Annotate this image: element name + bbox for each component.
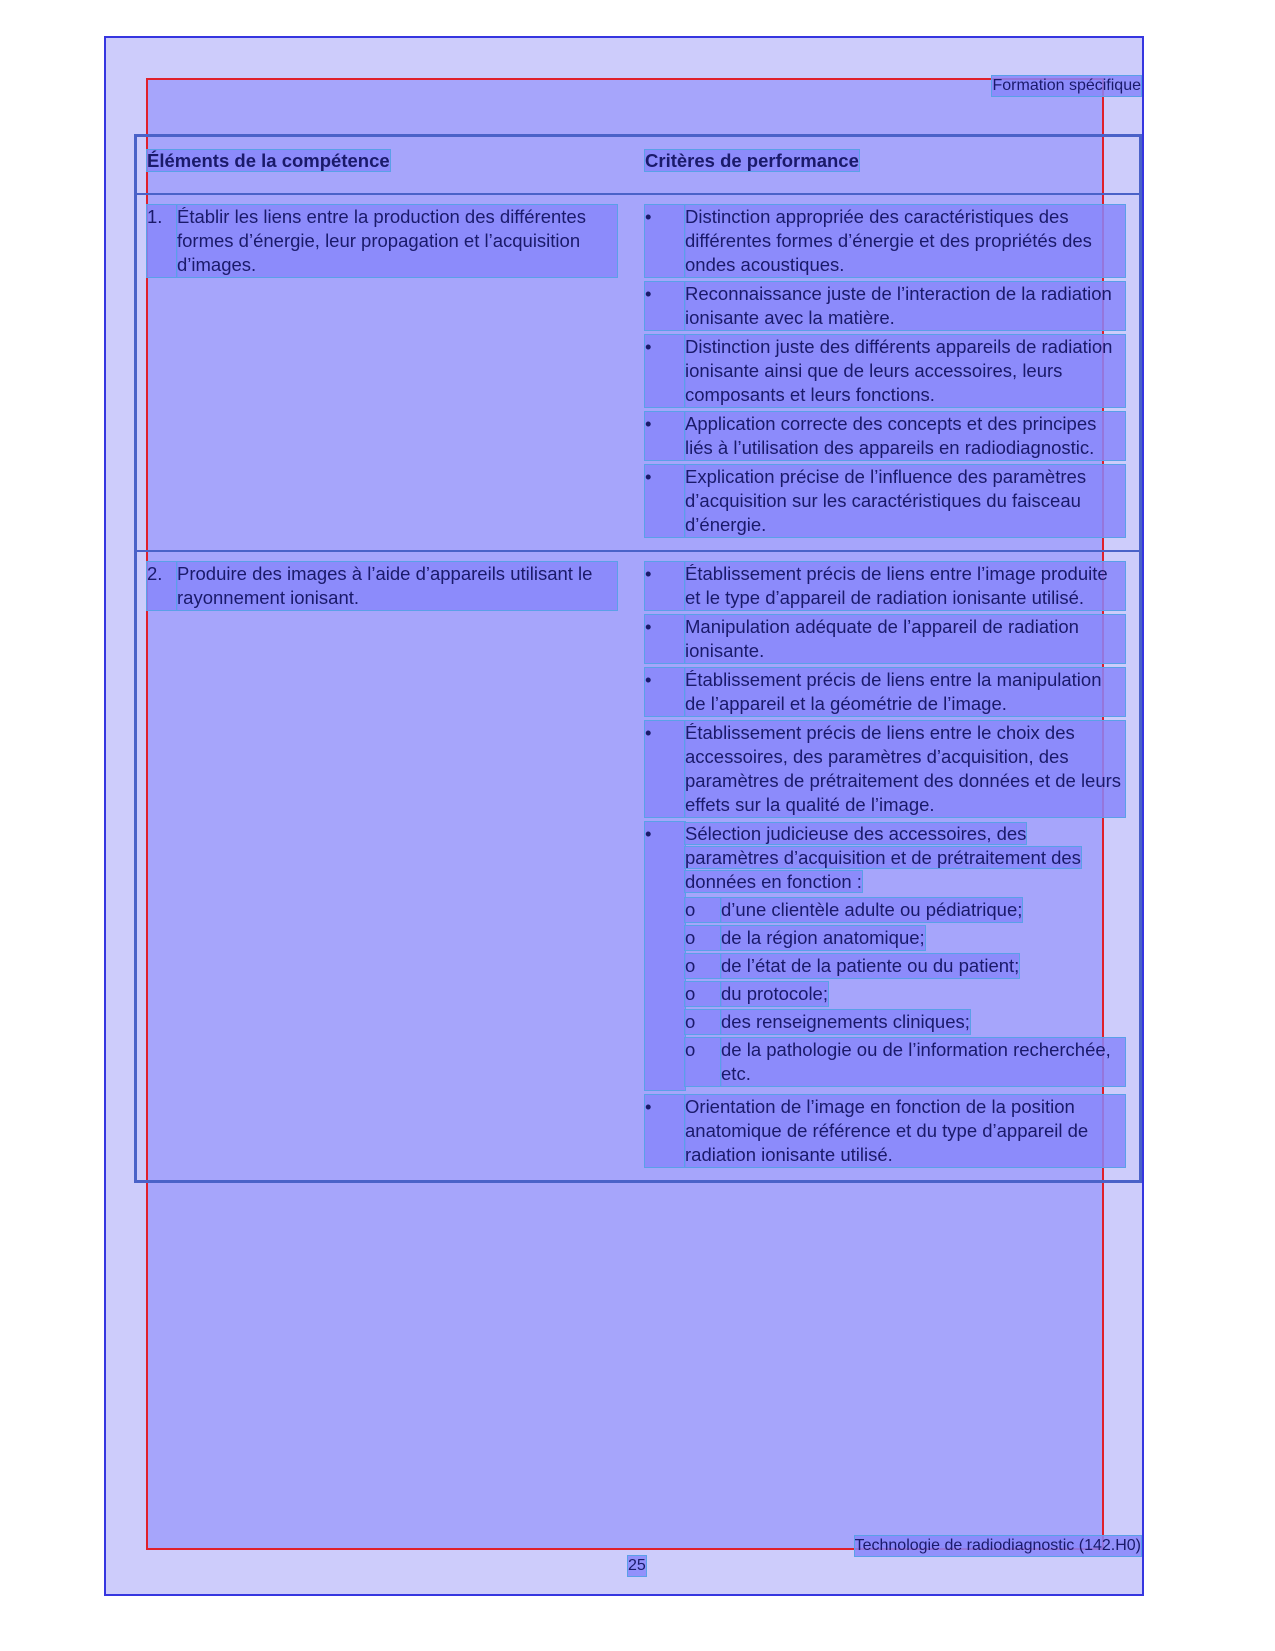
header-criteria [645, 136, 1140, 195]
bullet-icon: • [645, 282, 685, 330]
circle-bullet-icon: o [685, 926, 721, 950]
bullet-icon: • [645, 205, 685, 277]
competence-table [134, 134, 1142, 1183]
element-number: 1. [147, 205, 177, 277]
criterion-text: Application correcte des concepts et des principes liés à l’utilisation des appareils en radiodiagnostic. [685, 412, 1125, 460]
circle-bullet-icon: o [685, 898, 721, 922]
list-item [645, 282, 1131, 330]
list-item [645, 721, 1131, 817]
sub-criterion-text: d’une clientèle adulte ou pédiatrique; [721, 899, 1023, 920]
sub-criteria-list [685, 898, 1125, 1086]
table-row [136, 194, 1141, 551]
list-item [645, 335, 1131, 407]
list-item [645, 412, 1131, 460]
bullet-icon: • [645, 721, 685, 817]
element-text: Produire des images à l’aide d’appareils utilisant le rayonnement ionisant. [177, 562, 617, 610]
criterion-text: Établissement précis de liens entre la manipulation de l’appareil et la géométrie de l’image. [685, 668, 1125, 716]
circle-bullet-icon: o [685, 1010, 721, 1034]
list-item [645, 615, 1131, 663]
sub-criterion-text: des renseignements cliniques; [721, 1011, 970, 1032]
list-item [645, 562, 1131, 610]
bullet-icon: • [645, 1095, 685, 1167]
sub-criterion-text: du protocole; [721, 983, 828, 1004]
bullet-icon: • [645, 615, 685, 663]
bullet-icon: • [645, 668, 685, 716]
footer-course-title: Technologie de radiodiagnostic (142.H0) [854, 1537, 1141, 1554]
list-item [645, 668, 1131, 716]
bullet-icon: • [645, 465, 685, 537]
element-cell [136, 551, 646, 1182]
criteria-list [645, 195, 1139, 550]
criterion-with-subitems [685, 822, 1125, 1090]
element-cell [136, 194, 646, 551]
sub-criterion-text: de l’état de la patiente ou du patient; [721, 955, 1020, 976]
criterion-text: Distinction juste des différents appareils de radiation ionisante ainsi que de leurs accessoires, leurs composants et leurs fonctions. [685, 335, 1125, 407]
list-item [685, 954, 1125, 978]
list-item [685, 1010, 1125, 1034]
section-label: Formation spécifique [992, 77, 1141, 94]
competence-element [147, 552, 645, 610]
criterion-text: Manipulation adéquate de l’appareil de radiation ionisante. [685, 615, 1125, 663]
criteria-list [645, 552, 1139, 1180]
table-row [136, 551, 1141, 1182]
competence-element [147, 195, 645, 277]
criterion-text: Établissement précis de liens entre l’image produite et le type d’appareil de radiation ionisante utilisé. [685, 562, 1125, 610]
list-item [645, 465, 1131, 537]
list-item [645, 822, 1131, 1090]
criterion-text: Distinction appropriée des caractéristiques des différentes formes d’énergie et des propriétés des ondes acoustiques. [685, 205, 1125, 277]
circle-bullet-icon: o [685, 1038, 721, 1086]
bullet-icon: • [645, 562, 685, 610]
list-item [645, 205, 1131, 277]
criteria-cell [645, 194, 1140, 551]
bullet-icon: • [645, 335, 685, 407]
header-elements-label: Éléments de la compétence [147, 150, 390, 171]
list-item [685, 982, 1125, 1006]
header-elements [136, 136, 646, 195]
element-number: 2. [147, 562, 177, 610]
criteria-cell [645, 551, 1140, 1182]
criterion-text: Explication précise de l’influence des paramètres d’acquisition sur les caractéristiques du faisceau d’énergie. [685, 465, 1125, 537]
bullet-icon: • [645, 822, 685, 1090]
criterion-text: Établissement précis de liens entre le choix des accessoires, des paramètres d’acquisition, des paramètres de prétraitement des données et de leurs effets sur la qualité de l’image. [685, 721, 1125, 817]
header-criteria-label: Critères de performance [645, 150, 859, 171]
circle-bullet-icon: o [685, 982, 721, 1006]
circle-bullet-icon: o [685, 954, 721, 978]
criterion-text: Sélection judicieuse des accessoires, des paramètres d’acquisition et de prétraitement des données en fonction : [685, 823, 1081, 892]
list-item [685, 926, 1125, 950]
bullet-icon: • [645, 412, 685, 460]
page-number: 25 [628, 1557, 646, 1574]
element-text: Établir les liens entre la production des différentes formes d’énergie, leur propagation et l’acquisition d’images. [177, 205, 617, 277]
list-item [645, 1095, 1131, 1167]
list-item [685, 898, 1125, 922]
list-item [685, 1038, 1125, 1086]
criterion-text: Reconnaissance juste de l’interaction de la radiation ionisante avec la matière. [685, 282, 1125, 330]
sub-criterion-text: de la région anatomique; [721, 927, 925, 948]
sub-criterion-text: de la pathologie ou de l’information recherchée, etc. [721, 1038, 1125, 1086]
criterion-text: Orientation de l’image en fonction de la position anatomique de référence et du type d’appareil de radiation ionisante utilisé. [685, 1095, 1125, 1167]
